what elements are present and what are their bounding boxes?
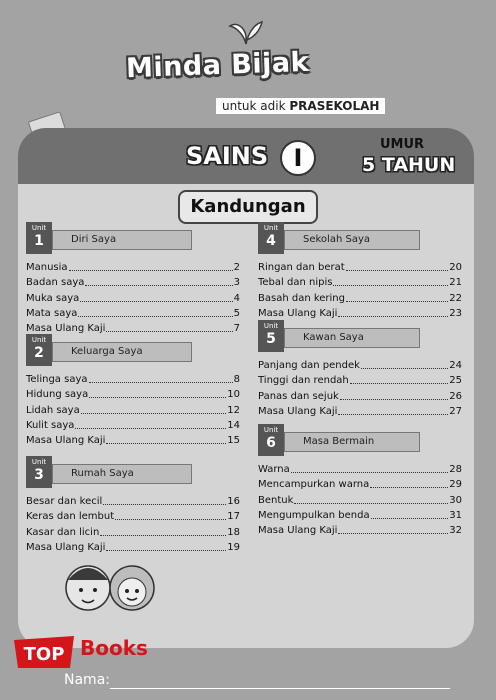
unit-tag [258,320,284,352]
toc-entry-page: 16 [227,496,240,507]
unit-label: Unit [31,458,47,466]
unit-number: 6 [266,435,276,451]
toc-entry-page: 32 [449,525,462,537]
toc-entry-title: Masa Ulang Kaji [26,323,106,335]
unit-tag [26,222,52,254]
toc-leader [69,262,233,271]
toc-entry-title: Panjang dan pendek [258,360,360,371]
toc-leader [85,277,232,286]
unit-title: Sekolah Saya [284,230,420,250]
toc-entry-page: 29 [449,479,462,491]
toc-entry-title: Besar dan kecil [26,496,103,507]
toc-entry-page: 26 [449,390,462,402]
toc-entry-title: Basah dan kering [258,292,345,304]
toc-entry [26,511,240,523]
toc-leader [106,323,232,332]
toc-entry [26,374,240,386]
toc-leader [361,360,448,369]
logo-text: TOP [23,644,65,665]
toc-leader [75,420,226,429]
unit-heading [26,224,240,252]
toc-entry-page: 20 [449,262,462,273]
contents-title: Kandungan [178,190,318,224]
toc-entry-page: 30 [449,494,462,506]
toc-leader [340,391,448,400]
toc-entry-title: Masa Ulang Kaji [258,405,338,417]
toc-leader [346,293,448,302]
unit-label: Unit [31,224,47,232]
topbooks-logo [12,632,76,672]
toc-entry-title: Mata saya [26,307,78,319]
toc-entry [258,262,462,274]
toc-entry-title: Panas dan sejuk [258,390,339,402]
toc-leader [346,262,449,271]
toc-entry-title: Tebal dan nipis [258,277,333,289]
unit-number: 4 [266,233,276,249]
toc-leader [100,527,226,536]
toc-leader [291,464,448,473]
toc-entry-title: Tinggi dan rendah [258,375,349,387]
unit-heading [258,224,462,252]
toc-leader [81,405,227,414]
unit-heading [258,426,462,454]
toc-entry [26,435,240,447]
toc-leader [106,435,226,444]
unit-title: Masa Bermain [284,432,420,452]
unit-number: 1 [34,233,44,249]
toc-entry [258,360,462,372]
toc-entry [258,464,462,476]
toc-entry-title: Muka saya [26,292,80,304]
toc-entry-page: 27 [449,405,462,417]
toc-entry-page: 8 [233,374,240,385]
toc-entry-title: Kulit saya [26,419,75,431]
toc-entry-page: 15 [227,435,240,447]
unit-title: Rumah Saya [52,464,192,484]
name-line [110,688,450,689]
toc-entry-page: 23 [449,307,462,319]
toc-entry [258,308,462,320]
toc-entry-page: 2 [233,262,240,273]
toc-entry-title: Badan saya [26,277,85,289]
unit-number: 5 [266,331,276,347]
unit-heading [258,322,462,350]
brand-subtitle [216,98,385,114]
toc-entry [26,323,240,335]
toc-entry-title: Lidah saya [26,404,80,416]
unit-tag [26,334,52,366]
toc-entry-page: 31 [449,509,462,521]
toc-entry [258,479,462,491]
toc-entry-page: 5 [233,307,240,319]
toc-entry-page: 28 [449,464,462,475]
toc-entry-title: Ringan dan berat [258,262,345,273]
toc-leader [371,510,449,519]
toc-entry-page: 17 [227,511,240,523]
age-label: UMUR [380,137,425,152]
toc-entry-page: 7 [233,323,240,335]
toc-entry-title: Keras dan lembut [26,511,115,523]
volume-badge: I [280,140,316,176]
toc-entry [26,308,240,320]
toc-entry-title: Bentuk [258,494,294,506]
toc-entry-title: Telinga saya [26,374,88,385]
toc-leader [103,496,226,505]
brand-title: Minda Bijak [125,46,310,85]
toc-entry [26,420,240,432]
subtitle-strong: PRASEKOLAH [289,99,380,113]
toc-leader [294,495,448,504]
unit-tag [26,456,52,488]
toc-entry-page: 18 [227,526,240,538]
unit-tag [258,424,284,456]
toc-entry [258,375,462,387]
toc-leader [89,389,226,398]
toc-entry-page: 3 [233,277,240,289]
toc-entry-page: 21 [449,277,462,289]
toc-entry-title: Masa Ulang Kaji [26,435,106,447]
subtitle-prefix: untuk adik [222,99,286,113]
toc-entry [26,389,240,401]
toc-leader [338,308,448,317]
unit-label: Unit [263,322,279,330]
unit-title: Diri Saya [52,230,192,250]
toc-entry-title: Kasar dan licin [26,526,100,538]
name-label: Nama: [64,672,110,688]
unit-heading [26,336,240,364]
toc-entry-title: Mencampurkan warna [258,479,370,491]
toc-leader [89,374,233,383]
unit-label: Unit [31,336,47,344]
toc-leader [333,277,448,286]
unit-number: 2 [34,345,44,361]
toc-leader [338,525,448,534]
toc-entry-page: 10 [227,389,240,401]
unit-tag [258,222,284,254]
toc-leader [78,308,232,317]
toc-entry-title: Manusia [26,262,68,273]
unit-title: Keluarga Saya [52,342,192,362]
children-illustration [56,548,166,628]
toc-entry [258,293,462,305]
toc-entry [258,391,462,403]
toc-entry [258,510,462,522]
subject-title: SAINS [186,142,269,170]
toc-entry-page: 12 [227,404,240,416]
toc-leader [338,406,448,415]
unit-number: 3 [34,467,44,483]
toc-leader [350,375,449,384]
toc-entry-page: 4 [233,292,240,304]
unit-heading [26,458,240,486]
unit-label: Unit [263,224,279,232]
toc-leader [370,479,448,488]
toc-entry [26,293,240,305]
unit-title: Kawan Saya [284,328,420,348]
toc-entry-title: Warna [258,464,290,475]
toc-entry [26,527,240,539]
toc-leader [115,511,226,520]
toc-entry-title: Hidung saya [26,389,89,401]
toc-entry [258,406,462,418]
leaf-icon [226,18,266,46]
toc-entry-page: 14 [227,419,240,431]
watermark-name: Books [80,636,148,660]
toc-entry-title: Masa Ulang Kaji [258,525,338,537]
toc-entry-title: Masa Ulang Kaji [258,307,338,319]
toc-entry [258,277,462,289]
age-value: 5 TAHUN [362,154,456,176]
toc-entry-page: 19 [227,541,240,553]
toc-entry-page: 25 [449,375,462,387]
toc-entry-page: 22 [449,292,462,304]
toc-entry-page: 24 [449,360,462,371]
toc-entry [26,405,240,417]
toc-entry [26,277,240,289]
toc-entry-title: Masa Ulang Kaji [26,541,106,553]
toc-entry [258,525,462,537]
toc-leader [80,293,232,302]
toc-entry [26,262,240,274]
toc-entry-title: Mengumpulkan benda [258,509,370,521]
unit-label: Unit [263,426,279,434]
toc-entry [258,495,462,507]
toc-entry [26,496,240,508]
